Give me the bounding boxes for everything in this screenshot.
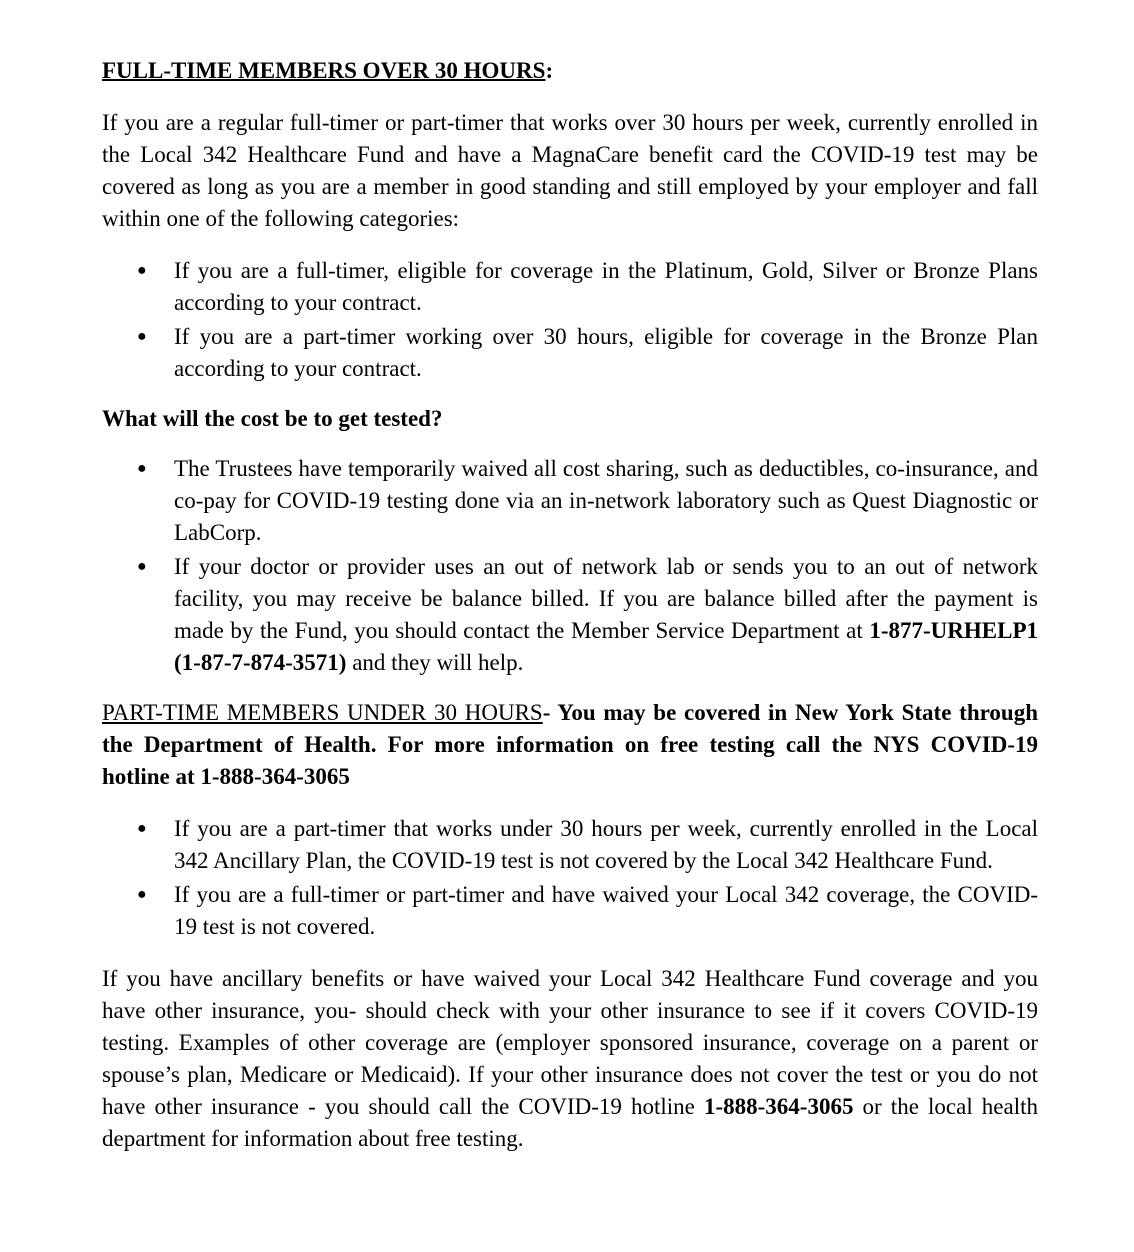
- part-time-list: [102, 813, 1038, 943]
- member-service-phone: 1-877-URHELP1 (1-87-7-874-3571): [174, 618, 1038, 675]
- cost-list: [102, 453, 1038, 679]
- bullet-icon: ●: [137, 262, 147, 279]
- list-item: ● If you are a part-timer working over 30 hours, eligible for coverage in the Bronze Plan according to your contract.: [102, 321, 1038, 385]
- list-item: ● If you are a full-timer or part-timer and have waived your Local 342 coverage, the COVID-19 test is not covered.: [102, 879, 1038, 943]
- bullet-icon: ●: [137, 558, 147, 575]
- bullet-icon: ●: [137, 820, 147, 837]
- bullet-icon: ●: [137, 328, 147, 345]
- list-item: ● The Trustees have temporarily waived all cost sharing, such as deductibles, co-insurance, and co-pay for COVID-19 testing done via an in-network laboratory such as Quest Diagnostic or LabCorp.: [102, 453, 1038, 549]
- closing-paragraph: If you have ancillary benefits or have waived your Local 342 Healthcare Fund coverage and you have other insurance, you- should check with your other insurance to see if it covers COVID-19 testing. Examples of other coverage are (employer sponsored insurance, coverage on a parent or spouse’s plan, Medicare or Medicaid). If your other insurance does not cover the test or you do not have other insurance - you should call the COVID-19 hotline 1-888-364-3065 or the local health department for information about free testing.: [102, 966, 1039, 1151]
- cost-question-heading: What will the cost be to get tested?: [102, 406, 443, 431]
- bullet-icon: ●: [137, 886, 147, 903]
- list-item: ● If you are a full-timer, eligible for coverage in the Platinum, Gold, Silver or Bronze Plans according to your contract.: [102, 255, 1038, 319]
- full-time-heading: FULL-TIME MEMBERS OVER 30 HOURS:: [102, 58, 554, 83]
- hotline-phone: 1-888-364-3065: [703, 1094, 854, 1119]
- full-time-categories-list: [102, 255, 1038, 385]
- full-time-intro: If you are a regular full-timer or part-timer that works over 30 hours per week, currently enrolled in the Local 342 Healthcare Fund and have a MagnaCare benefit card the COVID-19 test may be covered as long as you are a member in good standing and still employed by your employer and fall within one of the following categories:: [102, 110, 1038, 231]
- part-time-heading-text: PART-TIME MEMBERS UNDER 30 HOURS: [102, 700, 543, 725]
- document-page: [102, 55, 1038, 1155]
- part-time-heading: PART-TIME MEMBERS UNDER 30 HOURS- You may be covered in New York State through the Department of Health. For more information on free testing call the NYS COVID-19 hotline at 1-888-364-3065: [102, 700, 1038, 789]
- full-time-heading-text: FULL-TIME MEMBERS OVER 30 HOURS: [102, 58, 546, 83]
- bullet-icon: ●: [137, 460, 147, 477]
- list-item: ● If your doctor or provider uses an out of network lab or sends you to an out of network facility, you may receive be balance billed. If you are balance billed after the payment is made by the Fund, you should contact the Member Service Department at 1-877-URHELP1 (1-87-7-874-3571) and they will help.: [102, 551, 1038, 679]
- list-item: ● If you are a part-timer that works under 30 hours per week, currently enrolled in the Local 342 Ancillary Plan, the COVID-19 test is not covered by the Local 342 Healthcare Fund.: [102, 813, 1038, 877]
